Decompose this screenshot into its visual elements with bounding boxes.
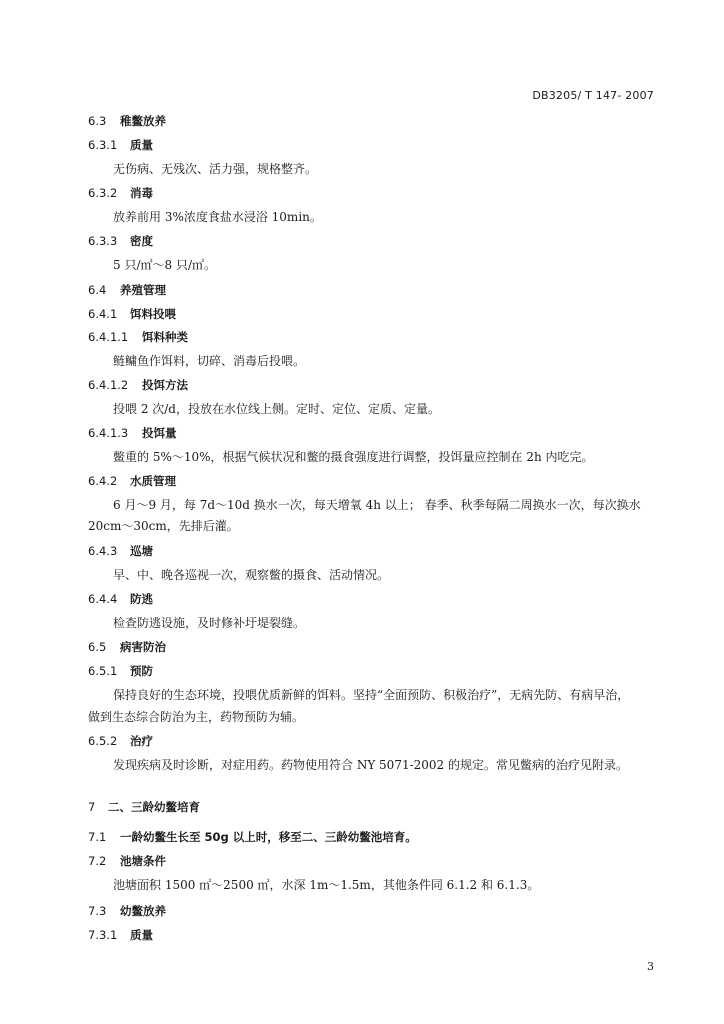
section-title: 巡塘 bbox=[130, 544, 153, 558]
body-text: 检查防逃设施，及时修补圩堤裂缝。 bbox=[113, 616, 306, 630]
section-heading bbox=[88, 664, 153, 678]
section-title: 质量 bbox=[130, 138, 153, 152]
section-title: 二、三龄幼鳖培育 bbox=[108, 800, 200, 814]
section-heading bbox=[88, 640, 166, 654]
page-number: 3 bbox=[647, 960, 654, 973]
section-number: 6.4.1.2 bbox=[88, 378, 129, 392]
section-heading bbox=[88, 234, 153, 248]
body-text: 5 只/㎡～8 只/㎡。 bbox=[113, 258, 216, 272]
section-heading bbox=[88, 114, 166, 128]
section-title: 池塘条件 bbox=[120, 854, 166, 868]
section-heading bbox=[88, 592, 153, 606]
body-text: 无伤病、无残次、活力强，规格整齐。 bbox=[113, 162, 318, 176]
body-text: 鳖重的 5%～10%，根据气候状况和鳖的摄食强度进行调整，投饵量应控制在 2h 内吃完。 bbox=[113, 450, 594, 464]
section-title: 幼鳖放养 bbox=[120, 904, 166, 918]
body-text-continuation: 20cm～30cm，先排后灌。 bbox=[88, 519, 239, 533]
section-title: 饵料种类 bbox=[142, 330, 188, 344]
section-title: 密度 bbox=[130, 234, 153, 248]
section-heading bbox=[88, 186, 153, 200]
section-number: 6.4.1 bbox=[88, 307, 118, 321]
section-heading bbox=[88, 928, 153, 942]
section-title: 养殖管理 bbox=[120, 283, 166, 297]
body-text: 投喂 2 次/d，投放在水位线上侧。定时、定位、定质、定量。 bbox=[113, 402, 440, 416]
section-title: 消毒 bbox=[130, 186, 153, 200]
section-heading bbox=[88, 904, 166, 918]
section-heading bbox=[88, 283, 166, 297]
section-title: 水质管理 bbox=[130, 474, 176, 488]
section-heading bbox=[88, 330, 188, 344]
section-title: 一龄幼鳖生长至 50g 以上时，移至二、三龄幼鳖池培育。 bbox=[120, 830, 417, 844]
section-heading bbox=[88, 378, 188, 392]
section-number: 6.5.1 bbox=[88, 664, 118, 678]
section-number: 6.4.1.1 bbox=[88, 330, 129, 344]
section-title: 防逃 bbox=[130, 592, 153, 606]
section-number: 7.3.1 bbox=[88, 928, 118, 942]
document-number: DB3205/ T 147- 2007 bbox=[532, 89, 654, 102]
body-text: 6 月～9 月，每 7d～10d 换水一次，每天增氧 4h 以上； 春季、秋季每隔二周换水一次，每次换水 bbox=[113, 498, 641, 512]
section-title: 饵料投喂 bbox=[130, 307, 176, 321]
section-title: 投饵方法 bbox=[142, 378, 188, 392]
section-number: 6.3.1 bbox=[88, 138, 118, 152]
section-number: 7.1 bbox=[88, 830, 107, 844]
section-number: 7.2 bbox=[88, 854, 107, 868]
section-number: 7.3 bbox=[88, 904, 107, 918]
body-text: 保持良好的生态环境，投喂优质新鲜的饵料。坚持“全面预防、积极治疗”，无病先防、有病早治， bbox=[113, 688, 630, 702]
section-number: 7 bbox=[88, 800, 96, 814]
section-heading bbox=[88, 474, 176, 488]
body-text: 鲢鳙鱼作饵料，切碎、消毒后投喂。 bbox=[113, 354, 306, 368]
section-title: 投饵量 bbox=[142, 426, 177, 440]
body-text: 早、中、晚各巡视一次，观察鳖的摄食、活动情况。 bbox=[113, 568, 390, 582]
section-title: 病害防治 bbox=[120, 640, 166, 654]
section-number: 6.4.2 bbox=[88, 474, 118, 488]
section-number: 6.4.4 bbox=[88, 592, 118, 606]
section-heading bbox=[88, 854, 166, 868]
body-text: 发现疾病及时诊断，对症用药。药物使用符合 NY 5071-2002 的规定。常见鳖病的治疗见附录。 bbox=[113, 758, 629, 772]
section-number: 6.5 bbox=[88, 640, 107, 654]
section-heading bbox=[88, 138, 153, 152]
section-heading bbox=[88, 426, 177, 440]
section-heading bbox=[88, 544, 153, 558]
body-text: 放养前用 3%浓度食盐水浸浴 10min。 bbox=[113, 210, 322, 224]
section-heading bbox=[88, 307, 176, 321]
section-title: 稚鳖放养 bbox=[120, 114, 166, 128]
section-title: 预防 bbox=[130, 664, 153, 678]
section-number: 6.4.3 bbox=[88, 544, 118, 558]
section-title: 质量 bbox=[130, 928, 153, 942]
section-number: 6.3.3 bbox=[88, 234, 118, 248]
body-text: 池塘面积 1500 ㎡～2500 ㎡，水深 1m～1.5m，其他条件同 6.1.2 和 6.1.3。 bbox=[113, 878, 540, 892]
body-text-continuation: 做到生态综合防治为主，药物预防为辅。 bbox=[88, 710, 305, 724]
section-number: 6.3 bbox=[88, 114, 107, 128]
section-number: 6.3.2 bbox=[88, 186, 118, 200]
section-heading bbox=[88, 800, 200, 814]
section-heading bbox=[88, 734, 153, 748]
section-number: 6.4.1.3 bbox=[88, 426, 129, 440]
section-number: 6.5.2 bbox=[88, 734, 118, 748]
section-heading bbox=[88, 830, 417, 844]
section-title: 治疗 bbox=[130, 734, 153, 748]
section-number: 6.4 bbox=[88, 283, 107, 297]
